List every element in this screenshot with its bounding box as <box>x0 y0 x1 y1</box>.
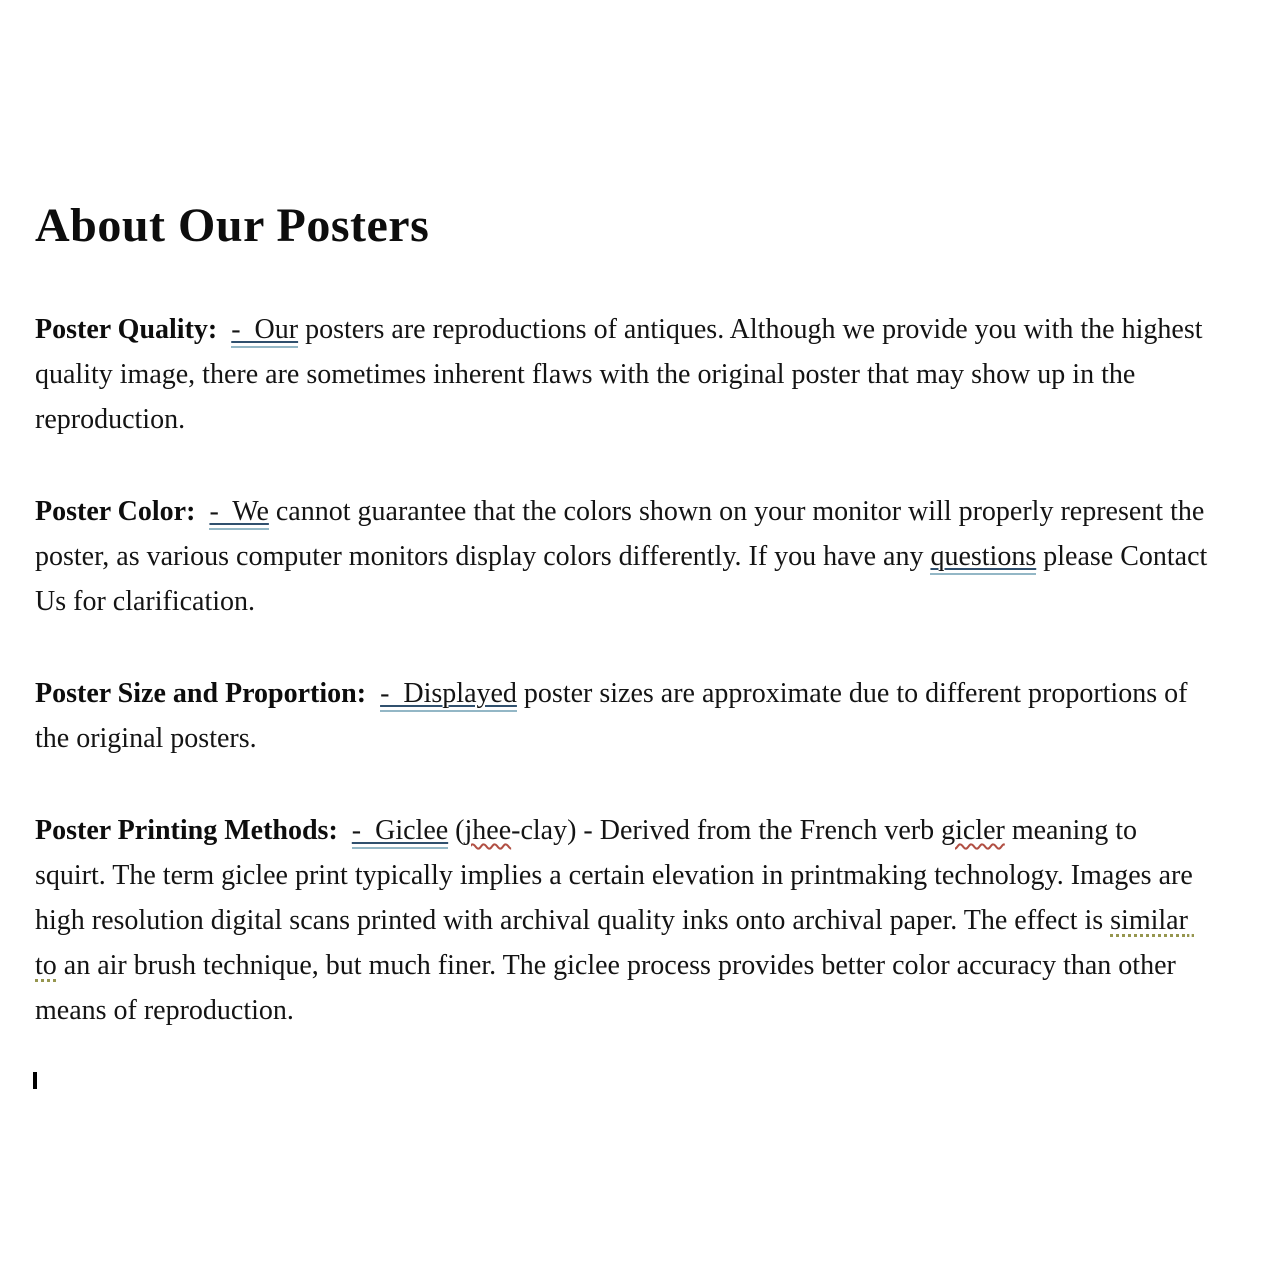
misspelled-word: gicler <box>941 815 1005 846</box>
section-label: Poster Color: <box>35 496 196 527</box>
edited-text: - Displayed <box>380 678 517 712</box>
section-poster-size <box>35 671 1213 761</box>
section-poster-quality <box>35 307 1213 442</box>
document-content <box>35 198 1213 1033</box>
body-text: cannot guarantee that the colors shown on your monitor will properly represent the poster, as various computer monitors display colors differently. If you have any <box>35 496 1212 572</box>
body-text: meaning to squirt. The term giclee print typically implies a certain elevation in printmaking technology. Images are high resolution digital scans printed with archival quality inks onto archival paper. The effect is <box>35 815 1200 936</box>
grammar-flagged-text: similar to <box>35 905 1195 981</box>
edited-text: - We <box>209 496 268 530</box>
edited-text: - Our <box>231 314 298 348</box>
text-cursor <box>33 1072 37 1089</box>
edited-text: questions <box>930 541 1036 575</box>
page-title: About Our Posters <box>35 199 430 252</box>
section-poster-color <box>35 489 1213 624</box>
misspelled-word: jhee <box>464 815 512 846</box>
section-label: Poster Quality: <box>35 314 218 345</box>
section-label: Poster Printing Methods: <box>35 815 338 846</box>
section-label: Poster Size and Proportion: <box>35 678 367 709</box>
edited-text: - Giclee <box>352 815 448 849</box>
body-text: posters are reproductions of antiques. Although we provide you with the highest quality image, there are sometimes inherent flaws with the original poster that may show up in the reproduction. <box>35 314 1210 435</box>
section-poster-printing <box>35 808 1213 1033</box>
body-text: poster sizes are approximate due to different proportions of the original posters. <box>35 678 1195 754</box>
body-text: ( <box>448 815 465 846</box>
body-text: an air brush technique, but much finer. The giclee process provides better color accuracy than other means of reproduction. <box>35 950 1183 1026</box>
body-text: -clay) - Derived from the French verb <box>511 815 942 846</box>
body-text: please Contact Us for clarification. <box>35 541 1215 617</box>
